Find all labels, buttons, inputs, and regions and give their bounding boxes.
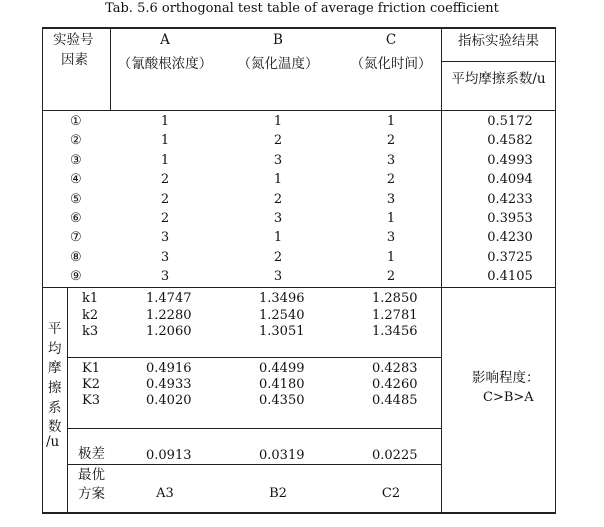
cell-result: 0.4233 (487, 192, 533, 207)
cell-result: 0.4582 (487, 133, 533, 148)
side-label-char: 数 (48, 419, 62, 435)
cell-b: 3 (273, 269, 283, 284)
cell-a: 2 (160, 192, 170, 207)
cell-a: 0.4916 (146, 361, 192, 376)
side-label-char: /u (46, 434, 60, 450)
cell-c: 2 (386, 133, 396, 148)
row-label: k3 (82, 324, 99, 339)
trial-number: ① (70, 114, 82, 129)
trial-number: ③ (70, 153, 82, 168)
row-label: 方案 (78, 486, 105, 502)
cell-a: 1 (160, 133, 170, 148)
cell-c: 0.4260 (372, 377, 418, 392)
cell-a: 1.2060 (146, 324, 192, 339)
cell-a: 3 (160, 269, 170, 284)
cell-a: 2 (160, 211, 170, 226)
factor-c-name: （氮化时间） (350, 56, 432, 72)
trial-number: ② (70, 133, 82, 148)
label-column-divider (67, 287, 68, 513)
cell-b: 1 (273, 172, 283, 187)
factor-b-name: （氮化温度） (237, 56, 319, 72)
side-label-char: 系 (48, 400, 62, 416)
cell-result: 0.3725 (487, 250, 533, 265)
cell-c: 0.0225 (372, 448, 418, 463)
result-column-divider (441, 27, 442, 513)
table-caption: Tab. 5.6 orthogonal test table of average friction coefficient (105, 1, 499, 16)
cell-result: 0.4230 (487, 230, 533, 245)
cell-b: B2 (269, 486, 287, 501)
result-header-sub: 平均摩擦系数/u (451, 71, 546, 87)
influence-label: 影响程度： (472, 370, 540, 386)
cell-c: 1 (386, 114, 396, 129)
row-label: 极差 (78, 446, 105, 462)
cell-c: 3 (386, 192, 396, 207)
factor-a-name: （氰酸根浓度） (117, 56, 213, 72)
range-bottom-rule (67, 464, 441, 465)
cell-a: A3 (156, 486, 174, 501)
cell-result: 0.4094 (487, 172, 533, 187)
row-label: K3 (82, 393, 100, 408)
side-label-char: 平 (48, 321, 62, 337)
row-label: k1 (82, 291, 99, 306)
top-rule (42, 27, 556, 29)
cell-c: 1 (386, 211, 396, 226)
cell-a: 3 (160, 250, 170, 265)
cell-b: 0.4180 (259, 377, 305, 392)
row-label: k2 (82, 308, 99, 323)
cell-result: 0.3953 (487, 211, 533, 226)
side-label-char: 摩 (48, 360, 62, 376)
trial-number: ⑦ (70, 230, 82, 245)
cell-b: 2 (273, 250, 283, 265)
factor-b-letter: B (273, 32, 283, 48)
cell-b: 1.3051 (259, 324, 305, 339)
side-label-char: 擦 (48, 380, 62, 396)
cell-a: 1 (160, 153, 170, 168)
header-bottom-rule (42, 110, 556, 111)
rule-under-result-title (441, 61, 556, 62)
bottom-rule (42, 512, 556, 514)
cell-b: 3 (273, 153, 283, 168)
cell-c: 0.4283 (372, 361, 418, 376)
row-label: 最优 (78, 467, 105, 483)
cell-a: 1 (160, 114, 170, 129)
trial-number: ⑧ (70, 250, 82, 265)
cell-b: 3 (273, 211, 283, 226)
cell-a: 0.4933 (146, 377, 192, 392)
cell-a: 0.0913 (146, 448, 192, 463)
side-label-char: 均 (48, 341, 62, 357)
left-border (42, 27, 43, 513)
result-header-title: 指标实验结果 (458, 33, 539, 49)
cell-c: 1 (386, 250, 396, 265)
cell-c: 3 (386, 153, 396, 168)
cell-result: 0.4993 (487, 153, 533, 168)
trial-number: ⑤ (70, 192, 82, 207)
cell-result: 0.4105 (487, 269, 533, 284)
cell-b: 1 (273, 230, 283, 245)
trial-number: ⑨ (70, 269, 82, 284)
cell-b: 0.4499 (259, 361, 305, 376)
cell-c: 1.2781 (372, 308, 418, 323)
cell-a: 0.4020 (146, 393, 192, 408)
cell-a: 1.2280 (146, 308, 192, 323)
row-label: K2 (82, 377, 100, 392)
row-header-label: 实验号 (53, 32, 94, 48)
cell-c: 2 (386, 269, 396, 284)
cell-b: 0.4350 (259, 393, 305, 408)
right-border (555, 27, 556, 513)
cell-b: 1 (273, 114, 283, 129)
cell-b: 2 (273, 133, 283, 148)
factor-a-letter: A (160, 32, 170, 48)
cell-c: 1.2850 (372, 291, 418, 306)
cell-b: 2 (273, 192, 283, 207)
trial-number: ④ (70, 172, 82, 187)
row-label: K1 (82, 361, 100, 376)
cell-a: 2 (160, 172, 170, 187)
cell-c: 0.4485 (372, 393, 418, 408)
cell-a: 1.4747 (146, 291, 192, 306)
cell-c: 2 (386, 172, 396, 187)
cell-c: 3 (386, 230, 396, 245)
k-big-bottom-rule (67, 428, 441, 429)
cell-c: C2 (381, 486, 401, 501)
factor-c-letter: C (385, 32, 397, 48)
cell-c: 1.3456 (372, 324, 418, 339)
cell-a: 3 (160, 230, 170, 245)
cell-b: 1.3496 (259, 291, 305, 306)
factor-header-label: 因素 (61, 52, 88, 68)
cell-result: 0.5172 (487, 114, 533, 129)
cell-b: 0.0319 (259, 448, 305, 463)
k-small-bottom-rule (67, 357, 441, 358)
cell-b: 1.2540 (259, 308, 305, 323)
trial-number: ⑥ (70, 211, 82, 226)
trials-bottom-rule (42, 287, 556, 288)
influence-order: C>B>A (483, 390, 534, 405)
